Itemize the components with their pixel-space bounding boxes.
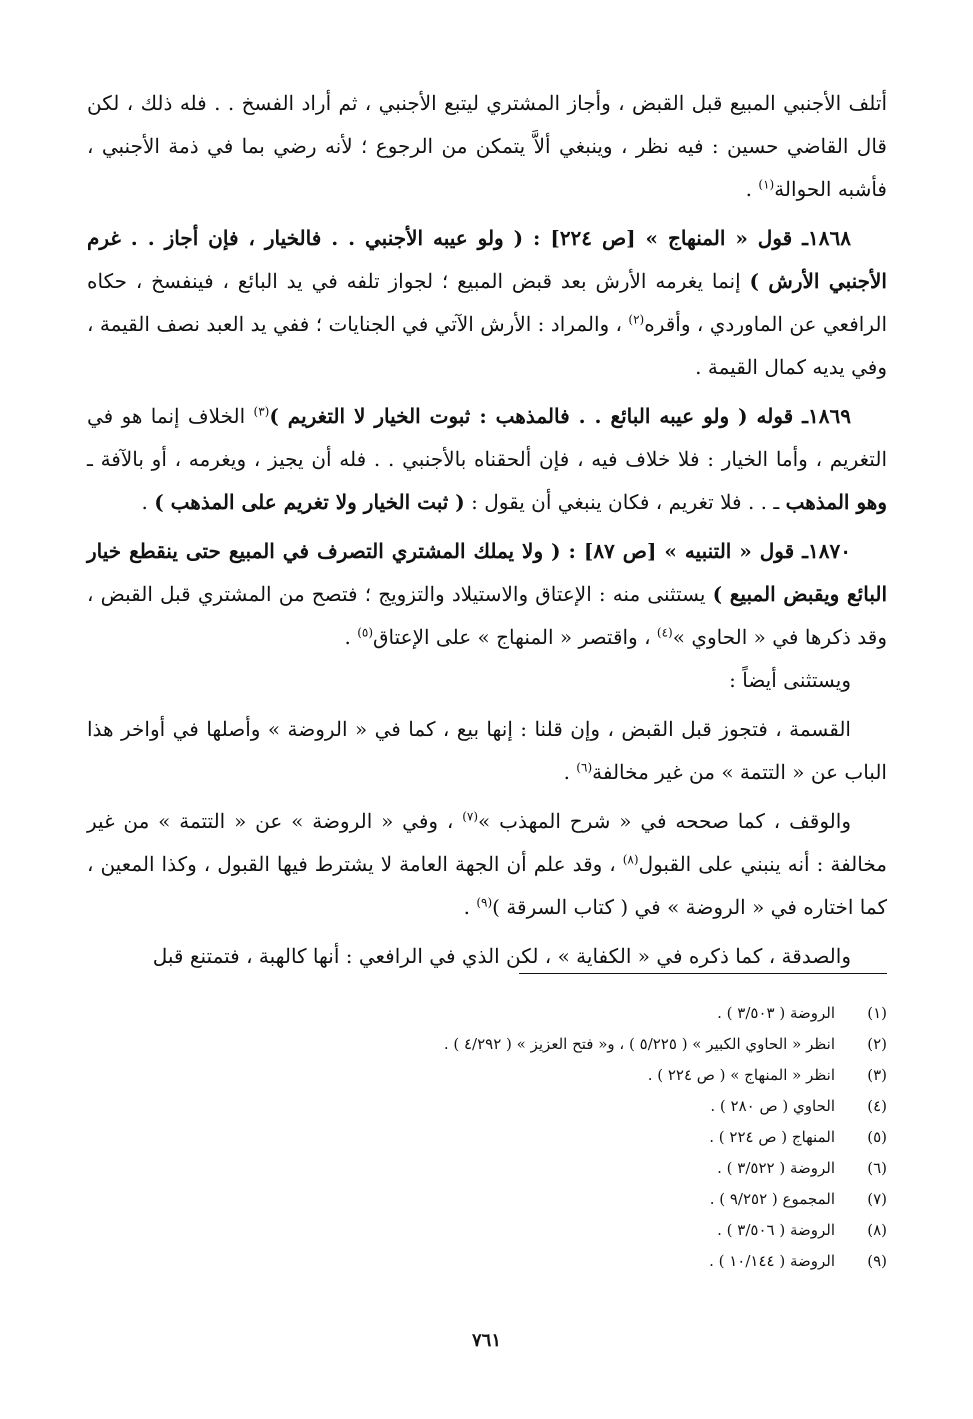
footnote-number: (٢)	[867, 1035, 887, 1053]
bold-text: وهو المذهب	[785, 490, 887, 514]
bold-text: ( ولا يملك المشتري التصرف في المبيع حتى ينقطع خيار البائع ويقبض المبيع )	[87, 539, 887, 606]
body-text: .	[745, 177, 759, 201]
body-text: القسمة ، فتجوز قبل القبض ، وإن قلنا : إنها بيع ، كما في « الروضة » وأصلها في أواخر هذا الباب عن « التتمة » من غير مخالفة	[87, 717, 887, 784]
footnote-text: الروضة ( ٣/٥٠٣ ) .	[717, 1004, 835, 1022]
footnote-ref: (٦)	[576, 760, 593, 775]
footnote	[107, 1122, 887, 1153]
footnote-number: (٥)	[867, 1128, 887, 1146]
footnote-text: انظر « المنهاج » ( ص ٢٢٤ ) .	[647, 1066, 835, 1084]
footnote-ref: (٨)	[622, 852, 639, 867]
footnote-ref: (٧)	[462, 809, 479, 824]
footnote-number: (١)	[867, 1004, 887, 1022]
footnote-ref: (٣)	[253, 404, 270, 419]
paragraph-1870	[87, 530, 887, 659]
body-text: والوقف ، كما صححه في « شرح المهذب »	[478, 809, 851, 833]
body-text: الخلاف إنما هو في التغريم ، وأما الخيار : فلا خلاف فيه ، فإن ألحقناه بالأجنبي . . فله أن يجيز ، ويغرمه ، أو بالآفة ـ	[87, 404, 887, 471]
paragraph-charity	[87, 935, 887, 978]
paragraph-endowment	[87, 800, 887, 929]
footnote-number: (٧)	[867, 1190, 887, 1208]
footnote-text: الحاوي ( ص ٢٨٠ ) .	[710, 1097, 835, 1115]
bold-text: ١٨٧٠ـ قول « التنبيه » [ص ٨٧] :	[560, 539, 851, 563]
footnote-text: المجموع ( ٩/٢٥٢ ) .	[709, 1190, 835, 1208]
body-text: .	[463, 895, 477, 919]
body-text: ، واقتصر « المنهاج » على الإعتاق	[373, 625, 657, 649]
footnote-text: انظر « الحاوي الكبير » ( ٥/٢٢٥ ) ، و« فتح العزيز » ( ٤/٢٩٢ ) .	[443, 1035, 835, 1053]
body-text: يستثنى منه : الإعتاق والاستيلاد والتزويج ؛ فتصح من المشتري قبل القبض ، وقد ذكرها في « الحاوي »	[87, 582, 887, 649]
body-text: ، وقد علم أن الجهة العامة لا يشترط فيها القبول ، وكذا المعين ، كما اختاره في « الروضة » في ( كتاب السرقة )	[87, 852, 887, 919]
page-number: ٧٦١	[471, 1330, 501, 1351]
body-text: ـ . . فلا تغريم ، فكان ينبغي أن يقول :	[464, 490, 786, 514]
paragraph-1868	[87, 217, 887, 389]
body-text: أتلف الأجنبي المبيع قبل القبض ، وأجاز المشتري ليتبع الأجنبي ، ثم أراد الفسخ . . فله ذلك ، لكن قال القاضي حسين : فيه نظر ، وينبغي ألاَّ يتمكن من الرجوع ؛ لأنه رضي بما في ذمة الأجنبي ، فأشبه الحوالة	[87, 91, 887, 201]
footnote	[107, 1091, 887, 1122]
main-text	[87, 82, 887, 978]
footnote	[107, 1029, 887, 1060]
footnote-ref: (١)	[758, 177, 775, 192]
footnote-ref: (٩)	[476, 895, 493, 910]
footnote-separator	[519, 973, 887, 974]
footnote	[107, 1060, 887, 1091]
bold-text: ( ثبت الخيار ولا تغريم على المذهب )	[154, 490, 465, 514]
body-text: .	[344, 625, 358, 649]
bold-text: ( ولو عيبه الأجنبي . . فالخيار ، فإن أجاز . . غرم الأجنبي الأرش )	[87, 226, 887, 293]
paragraph-continuation	[87, 82, 887, 211]
footnote-text: الروضة ( ١٠/١٤٤ ) .	[709, 1252, 835, 1270]
footnote-text: الروضة ( ٣/٥٠٦ ) .	[717, 1221, 835, 1239]
paragraph-division	[87, 708, 887, 794]
paragraph-also-excepted	[87, 659, 887, 702]
body-text: والصدقة ، كما ذكره في « الكفاية » ، لكن الذي في الرافعي : أنها كالهبة ، فتمتنع قبل	[152, 944, 851, 968]
footnote-number: (٤)	[867, 1097, 887, 1115]
body-text: ويستثنى أيضاً :	[729, 668, 851, 692]
footnote-number: (٣)	[867, 1066, 887, 1084]
body-text: إنما يغرمه الأرش بعد قبض المبيع ؛ لجواز تلفه في يد البائع ، فينفسخ ، حكاه الرافعي عن الماوردي ، وأقره	[87, 269, 887, 336]
footnote-ref: (٢)	[628, 312, 645, 327]
footnote	[107, 1215, 887, 1246]
footnote-number: (٦)	[867, 1159, 887, 1177]
paragraph-1869	[87, 395, 887, 524]
footnote-number: (٩)	[867, 1252, 887, 1270]
footnote-text: المنهاج ( ص ٢٢٤ ) .	[709, 1128, 835, 1146]
footnote-text: الروضة ( ٣/٥٢٢ ) .	[717, 1159, 835, 1177]
footnote-ref: (٥)	[357, 625, 374, 640]
bold-text: ١٨٦٨ـ قول « المنهاج » [ص ٢٢٤] :	[523, 226, 851, 250]
body-text: ، وفي « الروضة » عن « التتمة » من غير مخالفة : أنه ينبني على القبول	[87, 809, 887, 876]
footnotes	[107, 998, 887, 1277]
footnote-number: (٨)	[867, 1221, 887, 1239]
body-text: .	[141, 490, 155, 514]
footnote	[107, 998, 887, 1029]
footnote	[107, 1246, 887, 1277]
footnote	[107, 1184, 887, 1215]
footnote-ref: (٤)	[656, 625, 673, 640]
bold-text: ١٨٦٩ـ قوله ( ولو عيبه البائع . . فالمذهب : ثبوت الخيار لا التغريم )	[269, 404, 852, 428]
footnote	[107, 1153, 887, 1184]
body-text: .	[563, 760, 577, 784]
body-text: ، والمراد : الأرش الآتي في الجنايات ؛ ففي يد العبد نصف القيمة ، وفي يديه كمال القيمة .	[87, 312, 887, 379]
